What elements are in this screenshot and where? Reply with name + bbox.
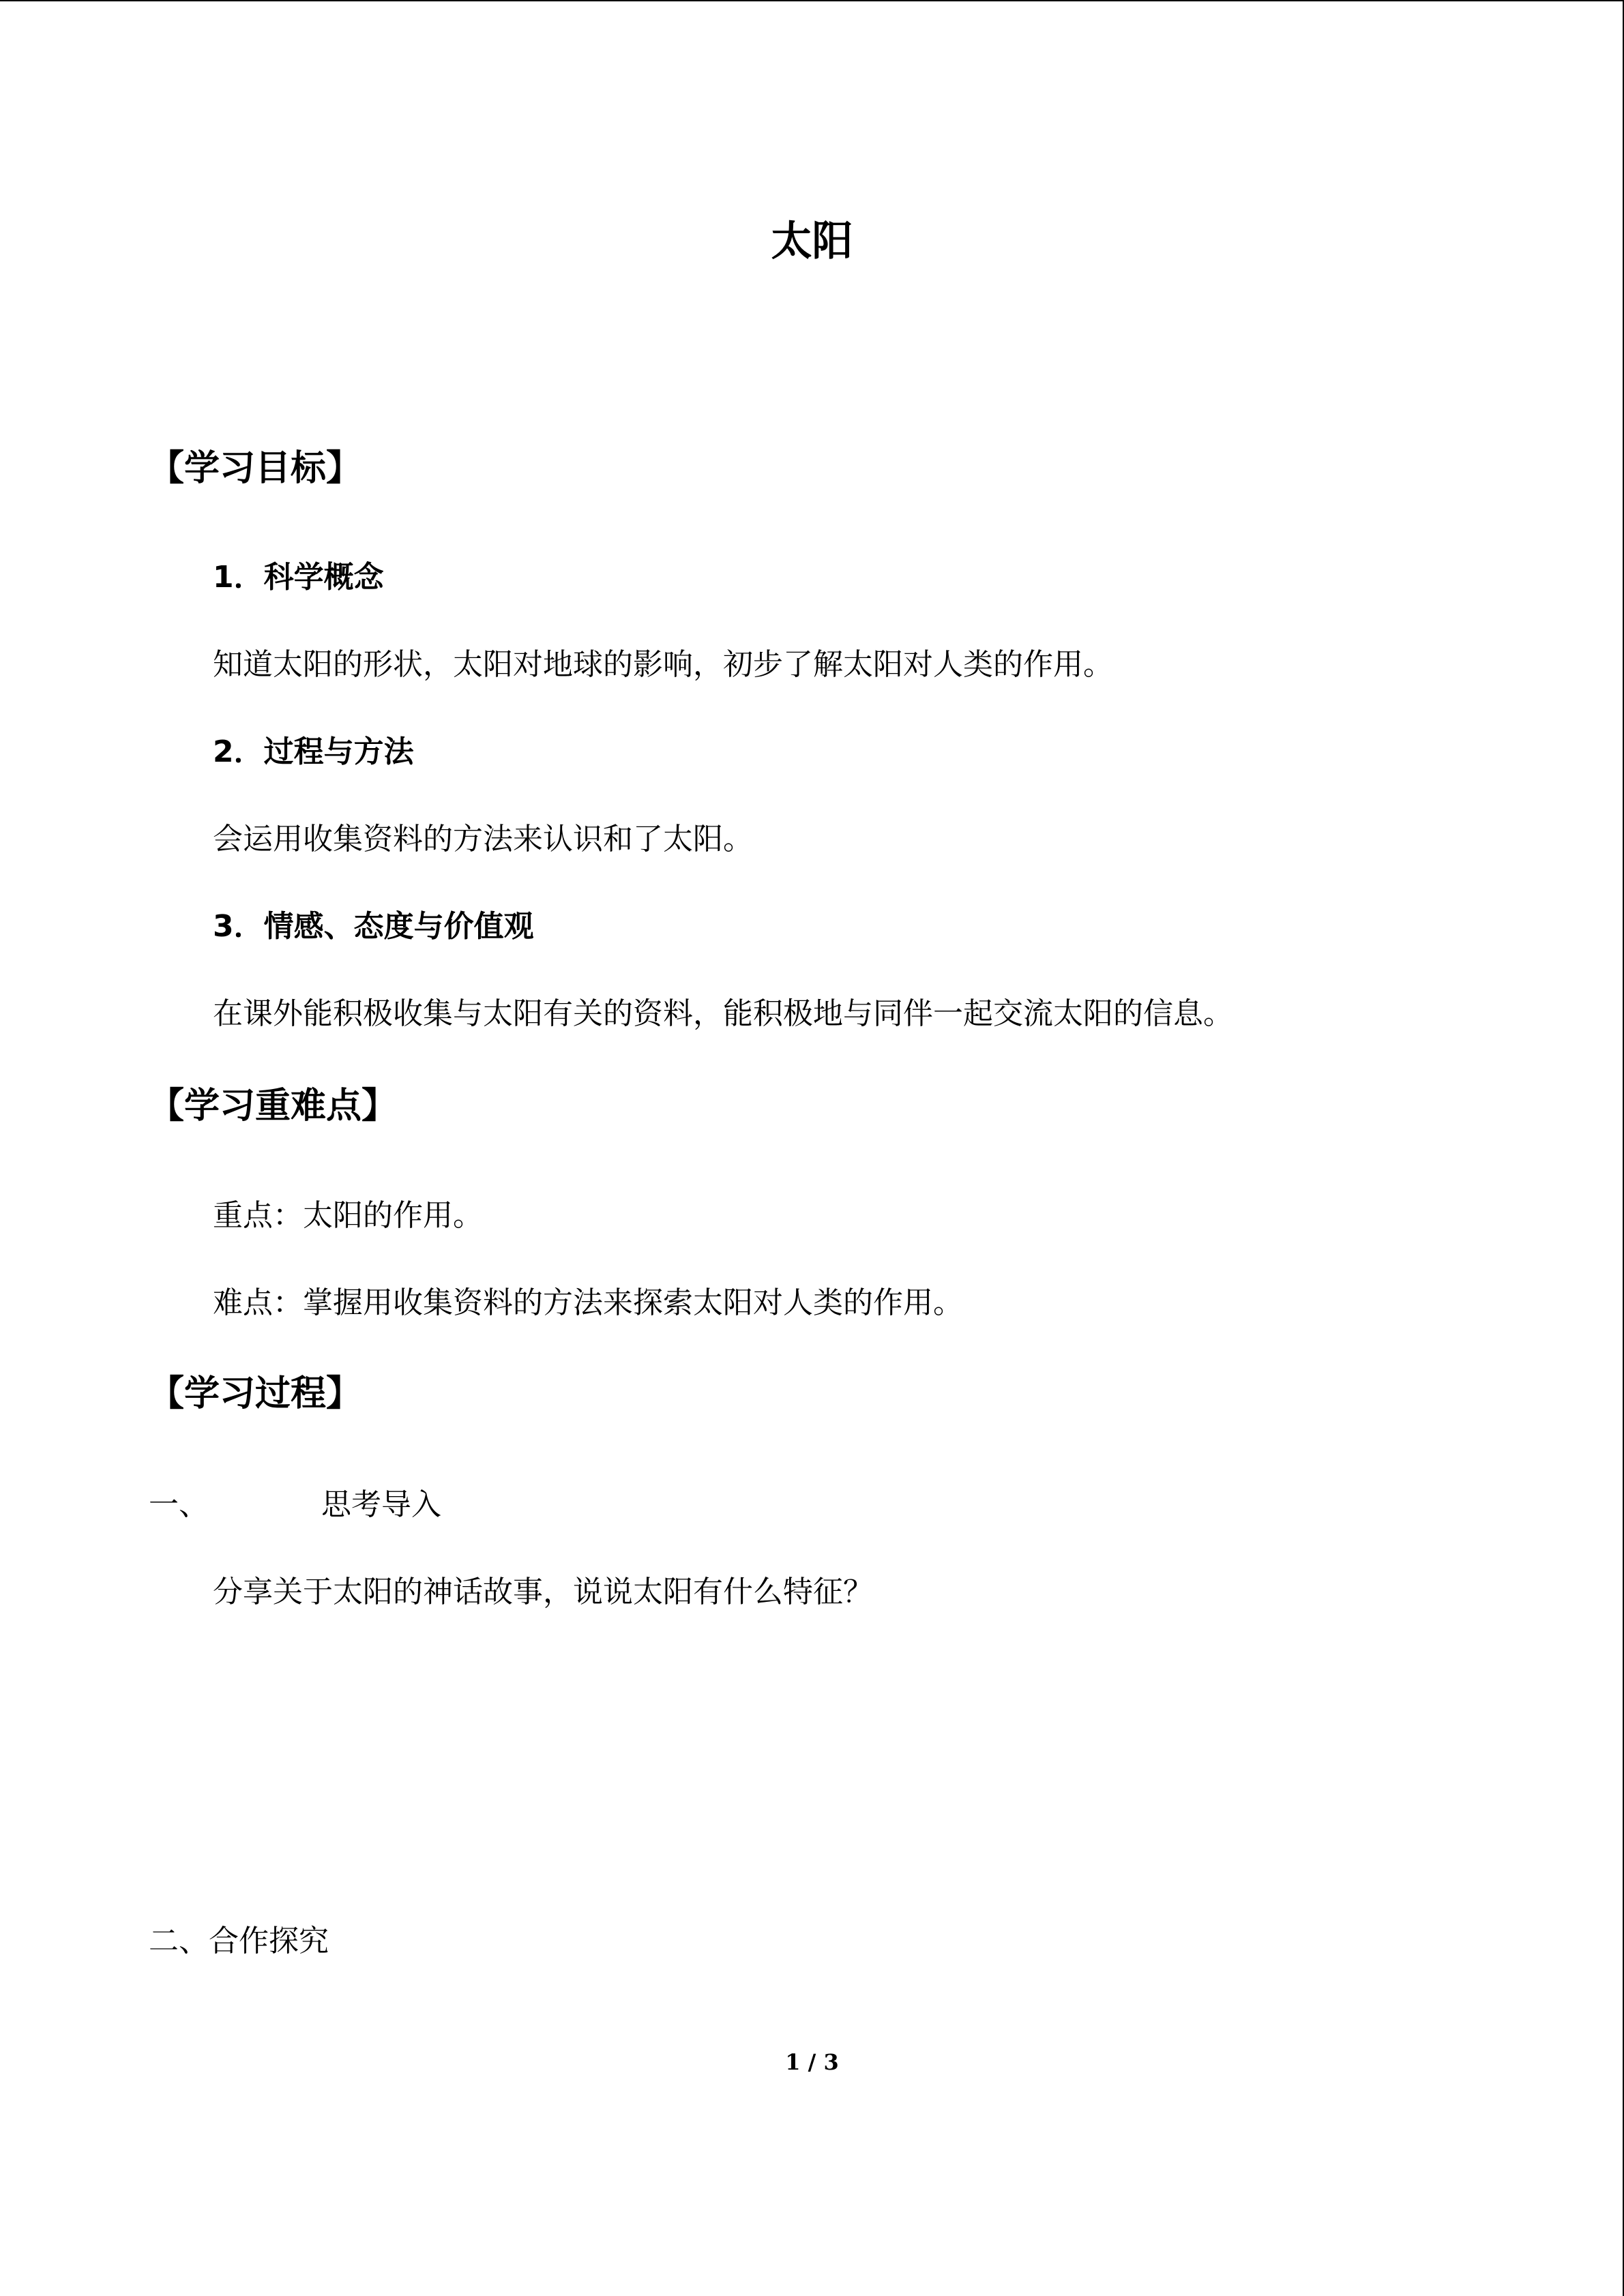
document-title: 太阳 [771,218,853,265]
process-step-1-text: 分享关于太阳的神话故事，说说太阳有什么特征？ [213,1575,873,1609]
objective-3-text: 在课外能积极收集与太阳有关的资料，能积极地与同伴一起交流太阳的信息。 [213,996,1233,1031]
heading-key-points: 【学习重难点】 [149,1086,398,1127]
objective-1-title: 1．科学概念 [213,560,384,595]
objective-2-title: 2．过程与方法 [213,734,414,769]
step-1-number: 一、 [149,1487,209,1522]
page-number: 1 / 3 [785,2049,839,2075]
heading-learning-process: 【学习过程】 [149,1373,362,1414]
key-point-difficulty: 难点：掌握用收集资料的方法来探索太阳对人类的作用。 [213,1285,963,1320]
process-step-2-title: 二、合作探究 [149,1924,329,1958]
objective-2-text: 会运用收集资料的方法来认识和了太阳。 [213,822,753,856]
step-1-title: 思考导入 [321,1487,441,1522]
objective-3-title: 3．情感、态度与价值观 [213,909,534,944]
key-point-focus: 重点：太阳的作用。 [213,1198,483,1233]
heading-learning-objectives: 【学习目标】 [149,448,362,489]
objective-1-text: 知道太阳的形状，太阳对地球的影响，初步了解太阳对人类的作用。 [213,647,1113,682]
process-step-1 [149,1485,441,1525]
